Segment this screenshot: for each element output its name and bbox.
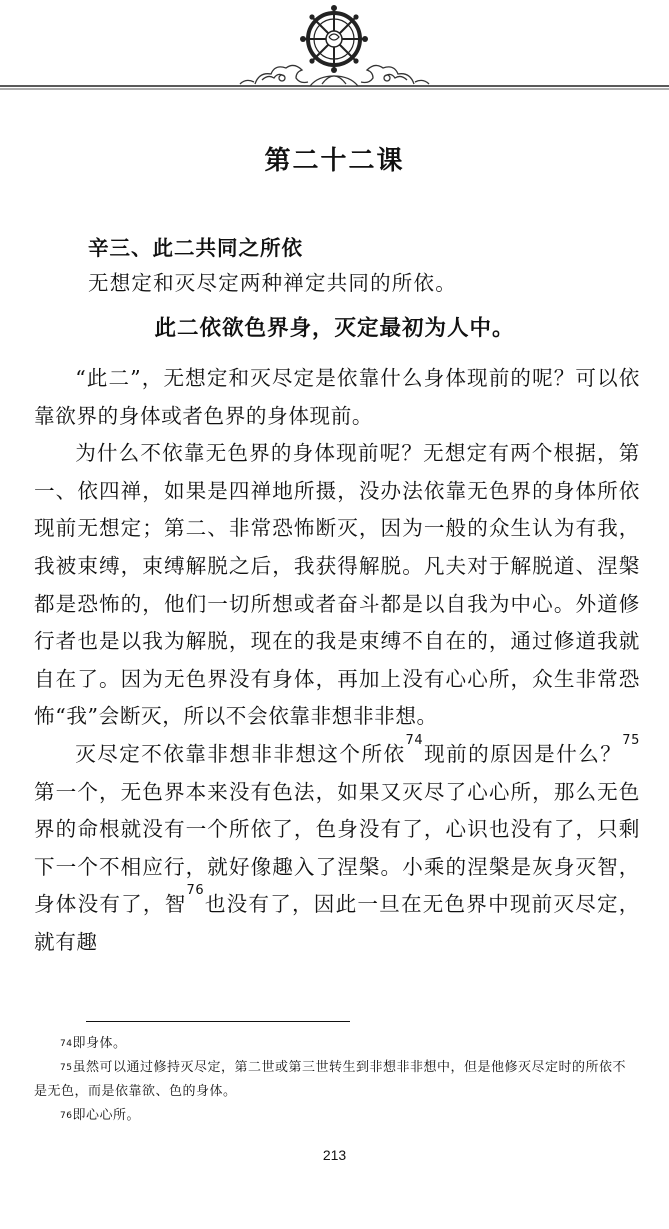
paragraph-text: 第一个，无色界本来没有色法，如果又灭尽了心心所，那么无色界的命根就没有一个所依了，色身没有了，心识也没有了，只剩下一个不相应行，就好像趣入了涅槃。小乘的涅槃是灰身灭智，身体没有了，智 <box>34 779 640 917</box>
paragraph-text: 也没有了，因此一旦在无色界中现前灭尽定，就有趣 <box>34 892 641 954</box>
lesson-title: 第二十二课 <box>264 146 405 176</box>
footnote-divider <box>86 1021 350 1022</box>
footnote-text: 即心心所。 <box>72 1108 140 1123</box>
header-ornament-graphic <box>0 0 669 100</box>
footnote-marker[interactable]: 76 <box>186 883 205 899</box>
footnote-number: 75 <box>60 1063 73 1073</box>
paragraph-text: 灭尽定不依靠非想非非想这个所依 <box>75 741 406 766</box>
footnote-item <box>34 1032 634 1056</box>
paragraph-text: “此二”，无想定和灭尽定是依靠什么身体现前的呢？可以依靠欲界的身体或者色界的身体现前。 <box>34 366 640 428</box>
footnote-text: 虽然可以通过修持灭尽定，第二世或第三世转生到非想非非想中，但是他修灭尽定时的所依不是无色，而是依靠欲、色的身体。 <box>34 1060 626 1099</box>
body-paragraph <box>34 435 640 736</box>
footnote-marker[interactable]: 75 <box>622 732 641 748</box>
lotus-base-icon <box>310 76 358 86</box>
cloud-ornament-left <box>240 65 308 84</box>
footnote-text: 即身体。 <box>72 1036 127 1051</box>
body-text <box>34 360 640 962</box>
cloud-ornament-right <box>361 65 429 84</box>
body-paragraph <box>34 732 641 962</box>
footnote-number: 74 <box>60 1039 73 1049</box>
paragraph-text: 现前的原因是什么？ <box>423 741 623 766</box>
body-paragraph <box>34 360 640 435</box>
section-intro: 无想定和灭尽定两种禅定共同的所依。 <box>88 271 457 295</box>
page-header-ornament <box>0 0 669 100</box>
footnotes <box>34 1032 634 1128</box>
page-number: 213 <box>322 1147 347 1163</box>
footnote-marker[interactable]: 74 <box>405 732 424 748</box>
footnote-number: 76 <box>60 1111 73 1121</box>
verse-line: 此二依欲色界身，灭定最初为人中。 <box>154 316 515 341</box>
footnote-item <box>34 1104 634 1128</box>
paragraph-text: 为什么不依靠无色界的身体现前呢？无想定有两个根据，第一、依四禅，如果是四禅地所摄，没办法依靠无色界的身体所依现前无想定；第二、非常恐怖断灭，因为一般的众生认为有我，我被束缚，束缚解脱之后，我获得解脱。凡夫对于解脱道、涅槃都是恐怖的，他们一切所想或者奋斗都是以自我为中心。外道修行者也是以我为解脱，现在的我是束缚不自在的，通过修道我就自在了。因为无色界没有身体，再加上没有心心所，众生非常恐怖“我”会断灭，所以不会依靠非想非非想。 <box>34 441 640 729</box>
section-heading: 辛三、此二共同之所依 <box>88 236 303 260</box>
footnote-item <box>34 1056 634 1104</box>
dharma-wheel-icon <box>300 5 368 73</box>
